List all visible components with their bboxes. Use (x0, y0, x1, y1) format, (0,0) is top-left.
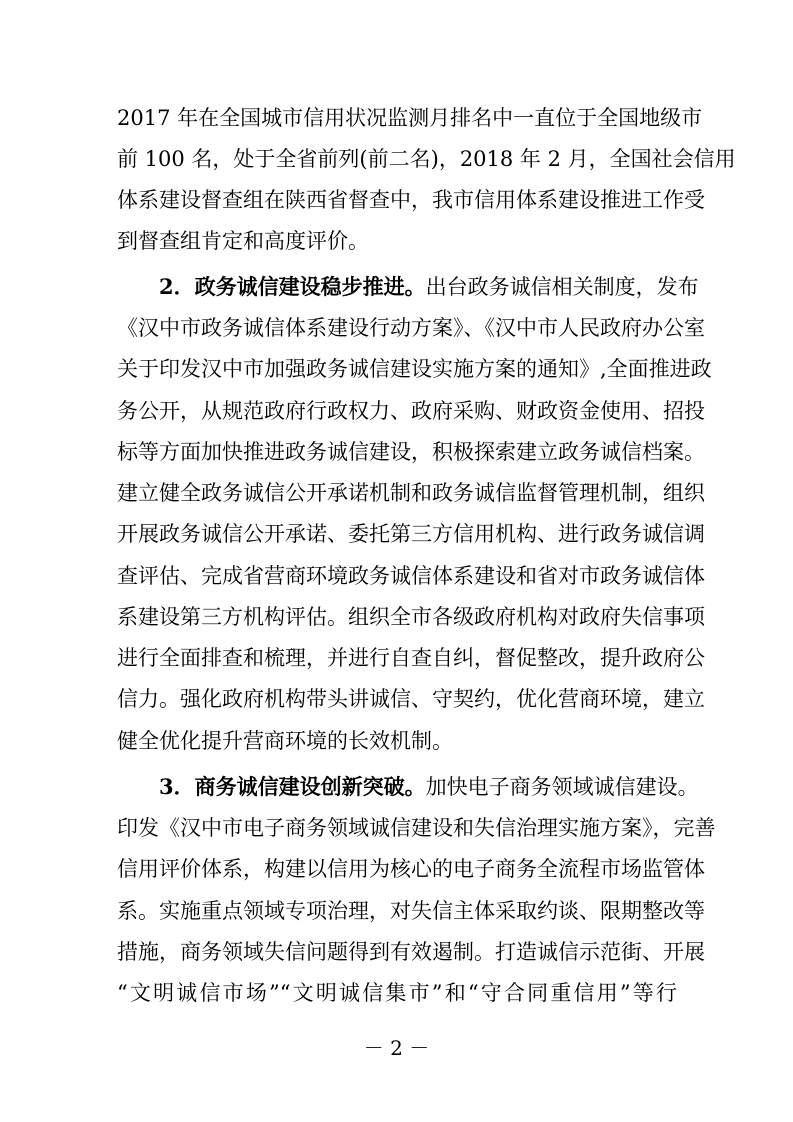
body-text-line: “文明诚信市场”“文明诚信集市”和“守合同重信用”等行 (117, 981, 677, 1005)
body-text-line: 系建设第三方机构评估。组织全市各级政府机构对政府失信事项 (117, 605, 705, 629)
page-number: － 2 － (363, 1036, 430, 1060)
body-text-line: 进行全面排查和梳理，并进行自查自纠，督促整改，提升政府公 (117, 646, 705, 670)
body-text-line: 建立健全政务诚信公开承诺机制和政务诚信监督管理机制，组织 (117, 481, 705, 505)
body-text: 加快电子商务领域诚信建设。 (425, 775, 699, 799)
body-text-line: 标等方面加快推进政务诚信建设，积极探索建立政务诚信档案。 (117, 440, 705, 464)
body-text-line: 体系建设督查组在陕西省督查中，我市信用体系建设推进工作受 (117, 188, 705, 212)
section-heading-line (159, 272, 699, 302)
body-text-line: 《汉中市政务诚信体系建设行动方案》、《汉中市人民政府办公室 (117, 316, 705, 340)
section-heading: 2．政务诚信建设稳步推进。 (159, 274, 426, 299)
section-heading: 3．商务诚信建设创新突破。 (159, 774, 426, 799)
body-text-line: 前 100 名，处于全省前列(前二名)，2018 年 2 月，全国社会信用 (117, 147, 736, 171)
body-text-line: 信力。强化政府机构带头讲诚信、守契约，优化营商环境，建立 (117, 687, 705, 711)
section-heading-line (159, 772, 699, 802)
body-text-line: 2017 年在全国城市信用状况监测月排名中一直位于全国地级市 (117, 106, 703, 130)
body-text-line: 措施，商务领域失信问题得到有效遏制。打造诚信示范街、开展 (117, 940, 705, 964)
body-text-line: 查评估、完成省营商环境政务诚信体系建设和省对市政务诚信体 (117, 564, 705, 588)
body-text-line: 印发《汉中市电子商务领域诚信建设和失信治理实施方案》，完善 (117, 816, 716, 840)
body-text-line: 信用评价体系，构建以信用为核心的电子商务全流程市场监管体 (117, 857, 705, 881)
body-text-line: 系。实施重点领域专项治理，对失信主体采取约谈、限期整改等 (117, 899, 705, 923)
body-text-line: 到督查组肯定和高度评价。 (117, 229, 369, 253)
body-text-line: 务公开，从规范政府行政权力、政府采购、财政资金使用、招投 (117, 399, 705, 423)
body-text-line: 关于印发汉中市加强政务诚信建设实施方案的通知》,全面推进政 (117, 357, 712, 381)
body-text-line: 开展政务诚信公开承诺、委托第三方信用机构、进行政务诚信调 (117, 522, 705, 546)
body-text: 出台政务诚信相关制度，发布 (425, 275, 699, 299)
body-text-line: 健全优化提升营商环境的长效机制。 (117, 729, 453, 753)
